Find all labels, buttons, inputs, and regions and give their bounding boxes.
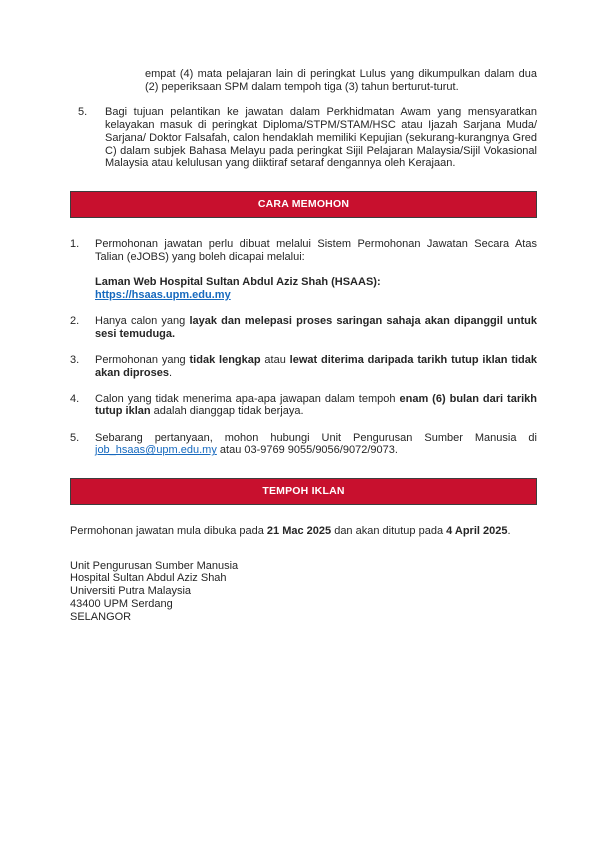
address-line-postcode: 43400 UPM Serdang xyxy=(70,597,173,610)
item-text: Bagi tujuan pelantikan ke jawatan dalam Perkhidmatan Awam yang mensyaratkan kelayakan masuk di peringkat Diploma/STPM/STAM/HSC atau Ijazah Sarjana Muda/ Sarjana/ Doktor Falsafah, calon hendaklah memiliki Kepujian (sekurang-kurangnya Gred C) dalam subjek Bahasa Melayu pada peringkat Sijil Pelajaran Malaysia/Sijil Vokasional Malaysia atau kelulusan yang diiktiraf setaraf dengannya oleh Kerajaan. xyxy=(105,106,537,170)
item-text xyxy=(95,393,537,418)
item-text xyxy=(95,315,537,340)
item-1-text: Permohonan jawatan perlu dibuat melalui Sistem Permohonan Jawatan Secara Atas Talian (eJOBS) yang boleh dicapai melalui: xyxy=(95,237,537,263)
close-date: 4 April 2025 xyxy=(446,525,508,538)
item-number: 3. xyxy=(70,353,80,366)
period-mid: dan akan ditutup pada xyxy=(331,525,447,538)
email-link[interactable]: job_hsaas@upm.edu.my xyxy=(95,444,217,457)
legacy-list-item-5 xyxy=(70,106,537,170)
apply-instructions-list xyxy=(70,238,537,457)
item-3-post: . xyxy=(168,366,173,379)
document-page xyxy=(70,68,537,623)
address-block xyxy=(70,560,537,624)
apply-list-item-4 xyxy=(70,393,537,418)
section-banner-tempoh-iklan xyxy=(70,478,537,505)
item-number: 2. xyxy=(70,314,80,327)
item-2-bold: layak dan melepasi proses saringan sahaja akan dipanggil untuk sesi temuduga. xyxy=(95,314,537,340)
item-4-post: adalah dianggap tidak berjaya. xyxy=(150,405,304,418)
apply-list-item-3 xyxy=(70,354,537,379)
apply-list-item-2 xyxy=(70,315,537,340)
apply-list-item-5 xyxy=(70,432,537,457)
item-number: 4. xyxy=(70,392,80,405)
apply-list-item-1 xyxy=(70,238,537,302)
website-block xyxy=(95,276,537,301)
continuation-paragraph: empat (4) mata pelajaran lain di peringkat Lulus yang dikumpulkan dalam dua (2) peperiksaan SPM dalam tempoh tiga (3) tahun berturut-turut. xyxy=(145,68,537,93)
address-line-university: Universiti Putra Malaysia xyxy=(70,585,192,598)
period-pre: Permohonan jawatan mula dibuka pada xyxy=(70,525,267,538)
item-number: 5. xyxy=(78,106,88,119)
item-4-pre: Calon yang tidak menerima apa-apa jawapan dalam tempoh xyxy=(95,392,400,405)
banner-title: TEMPOH IKLAN xyxy=(262,485,345,498)
item-3-bold1: tidak lengkap xyxy=(189,353,261,366)
section-banner-cara-memohon xyxy=(70,191,537,218)
item-4-bold: enam (6) bulan dari tarikh tutup iklan xyxy=(95,392,537,418)
item-5-pre: Sebarang pertanyaan, mohon hubungi Unit Pengurusan Sumber Manusia di xyxy=(95,431,537,444)
address-line-hospital: Hospital Sultan Abdul Aziz Shah xyxy=(70,572,227,585)
item-3-bold2: lewat diterima daripada tarikh tutup iklan tidak akan diproses xyxy=(95,353,537,379)
item-number: 1. xyxy=(70,237,80,250)
item-2-pre: Hanya calon yang xyxy=(95,314,190,327)
period-post: . xyxy=(507,525,511,538)
item-number: 5. xyxy=(70,431,80,444)
website-label: Laman Web Hospital Sultan Abdul Aziz Shah (HSAAS): xyxy=(95,276,381,289)
open-date: 21 Mac 2025 xyxy=(266,525,332,538)
address-line-unit: Unit Pengurusan Sumber Manusia xyxy=(70,559,239,572)
website-link[interactable]: https://hsaas.upm.edu.my xyxy=(95,288,231,301)
item-text xyxy=(95,238,537,302)
item-3-pre: Permohonan yang xyxy=(95,353,190,366)
item-text xyxy=(95,354,537,379)
period-paragraph xyxy=(70,525,537,538)
item-3-mid: atau xyxy=(260,353,290,366)
item-text xyxy=(95,432,537,457)
banner-title: CARA MEMOHON xyxy=(257,198,350,211)
item-5-post: atau 03-9769 9055/9056/9072/9073. xyxy=(216,444,398,457)
address-line-state: SELANGOR xyxy=(70,610,132,623)
